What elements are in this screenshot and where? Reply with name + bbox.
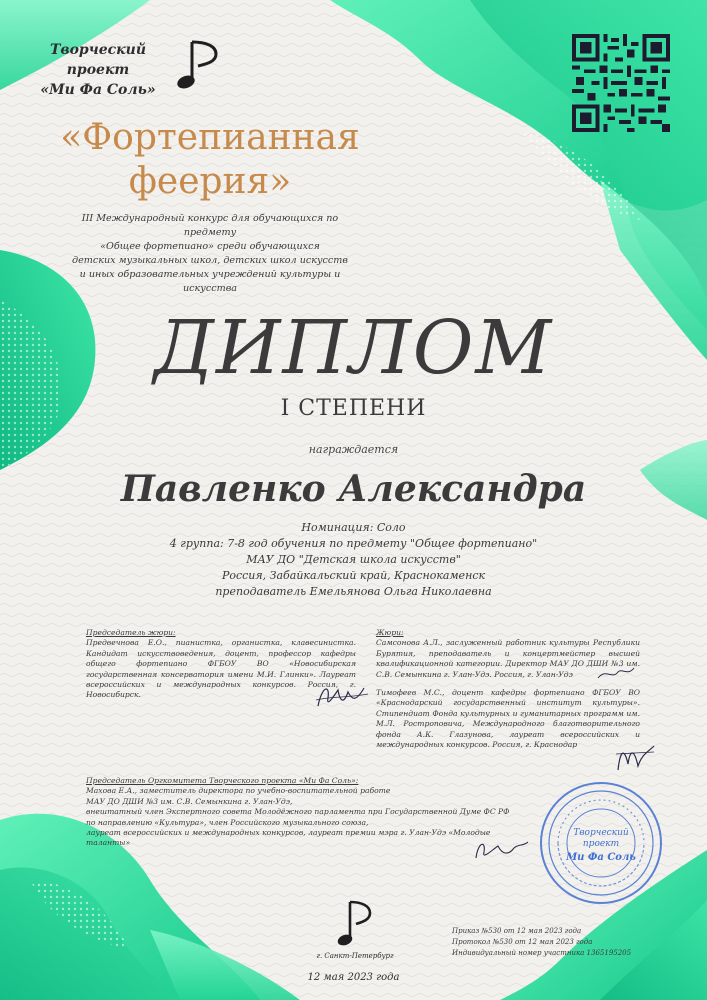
- music-note-icon: [172, 34, 228, 94]
- diploma-degree: I СТЕПЕНИ: [280, 396, 427, 421]
- protocol-info: [452, 926, 652, 959]
- signature-jury-member-1: [594, 662, 638, 684]
- awarded-label: награждается: [308, 443, 399, 456]
- stamp-text-3: Ми Фа Соль: [566, 852, 636, 863]
- award-details: [0, 520, 707, 600]
- project-logo: [28, 40, 168, 100]
- nomination: Номинация: Соло: [301, 521, 406, 534]
- org-chair-block: [86, 776, 526, 849]
- org-chair-heading: Председатель Оргкомитета Творческого проекта «Ми Фа Соль»:: [86, 776, 359, 785]
- recipient-name: Павленко Александра: [120, 468, 587, 510]
- competition-title: «Фортепианная феерия»: [60, 117, 360, 202]
- jury-member: Тимофеев М.С., доцент кафедры фортепиано ФГБОУ ВО «Краснодарский государственный институт культуры». Стипендиат Фонда культурных и гуманитарных программ им. М.Л. Ростроповича, Международного благотворительного фонда А.К. Глазунова, лауреат всероссийских и международных конкурсов. Россия, г. Краснодар: [376, 688, 640, 750]
- official-stamp: [538, 780, 664, 906]
- logo-line-1: Творческий проект: [49, 42, 146, 78]
- diploma-heading: ДИПЛОМ: [153, 305, 554, 391]
- school: МАУ ДО "Детская школа искусств": [246, 553, 461, 566]
- jury-member: Самсонова А.Л., заслуженный работник культуры Республики Бурятия, преподаватель и концертмейстер высшей квалификационной категории. Директор МАУ ДО ДШИ №3 им. С.В. Семынкина г. Улан-Удэ. Россия, г. Улан-Удэ: [376, 638, 640, 679]
- group: 4 группа: 7-8 год обучения по предмету "Общее фортепиано": [169, 537, 538, 550]
- signature-jury-chair: [312, 678, 372, 714]
- jury-chair-heading: Председатель жюри:: [86, 628, 176, 637]
- qr-code-icon[interactable]: [572, 34, 670, 132]
- stamp-text-2: проект: [582, 839, 620, 849]
- org-chair-line: МАУ ДО ДШИ №3 им. С.В. Семынкина г. Улан-Удэ,: [86, 796, 293, 806]
- org-chair-line: лауреат всероссийских и международных конкурсов, лауреат премии мэра г. Улан-Удэ «Молодые таланты»: [86, 828, 491, 848]
- signature-org-chair: [470, 834, 532, 864]
- description-line: и иных образовательных учреждений культуры и искусства: [79, 269, 341, 294]
- signature-jury-member-2: [610, 740, 660, 776]
- teacher: преподаватель Емельянова Ольга Николаевна: [215, 585, 492, 598]
- description-line: III Международный конкурс для обучающихся по предмету: [81, 213, 339, 238]
- order-number: Приказ №530 от 12 мая 2023 года: [452, 927, 582, 935]
- music-note-icon-bottom: [334, 896, 378, 952]
- description-line: «Общее фортепиано» среди обучающихся: [100, 241, 320, 252]
- city-label: г. Санкт-Петербург: [316, 952, 394, 960]
- protocol-number: Протокол №530 от 12 мая 2023 года: [452, 938, 593, 946]
- jury-chair-text: Предвечнова Е.О., пианистка, органистка, клавесинистка. Кандидат искусствоведения, доцент, профессор кафедры общего фортепиано ФГБОУ ВО «Новосибирская государственная консерватория имени М.И. Глинки». Лауреат всероссийских и международных конкурсов. Россия, г. Новосибирск.: [86, 638, 356, 700]
- logo-line-2: «Ми Фа Соль»: [40, 82, 156, 98]
- description-line: детских музыкальных школ, детских школ искусств: [72, 255, 348, 266]
- competition-description: [60, 212, 360, 296]
- stamp-text-1: Творческий: [573, 828, 629, 838]
- participant-id: Индивидуальный номер участника 1365195205: [452, 949, 632, 957]
- org-chair-line: внештатный член Экспертного совета Молодёжного парламента при Государственной Думе ФС РФ: [86, 807, 510, 817]
- location: Россия, Забайкальский край, Краснокаменск: [221, 569, 486, 582]
- issue-date: 12 мая 2023 года: [307, 972, 400, 983]
- jury-heading: Жюри:: [376, 628, 404, 637]
- org-chair-line: по направлению «Культура», член Российского музыкального союза,: [86, 817, 369, 827]
- org-chair-line: Махова Е.А., заместитель директора по учебно-воспитательной работе: [86, 786, 391, 796]
- jury-block-2: [376, 688, 640, 750]
